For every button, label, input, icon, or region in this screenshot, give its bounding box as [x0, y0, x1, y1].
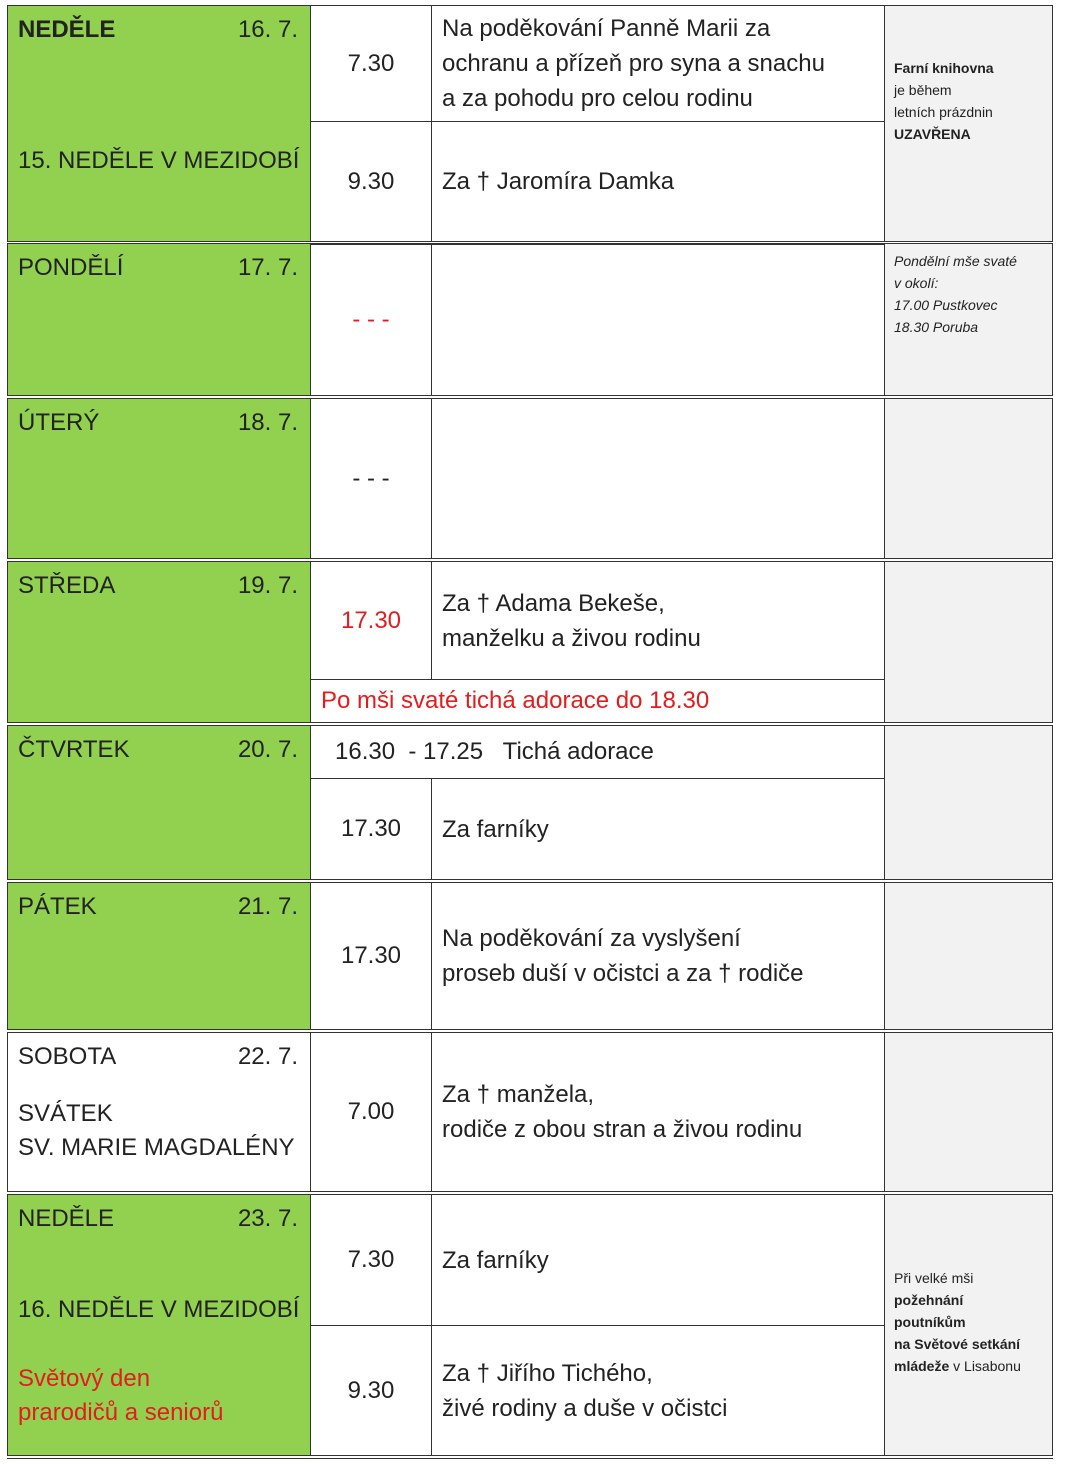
intention-line: Na poděkování za vyslyšení [442, 925, 741, 952]
adoration-note: 16.30 - 17.25 Tichá adorace [335, 738, 654, 765]
side-line: požehnání [894, 1292, 964, 1308]
mass-row [311, 778, 886, 879]
mass-row [311, 883, 886, 1029]
side-note [884, 1033, 1052, 1191]
side-note [884, 726, 1052, 879]
mass-time: - - - [311, 399, 432, 558]
side-note [884, 562, 1052, 722]
day-cell [8, 726, 311, 879]
mass-time: 17.30 [311, 779, 432, 879]
feast-label: SVÁTEK [18, 1100, 113, 1127]
liturgical-title: 15. NEDĚLE V MEZIDOBÍ [18, 147, 300, 174]
day-block-sunday-23 [7, 1194, 1053, 1456]
side-line: letních prázdnin [894, 104, 993, 120]
day-date: 23. 7. [237, 1205, 298, 1232]
day-date: 20. 7. [237, 736, 298, 763]
side-line: 17.00 Pustkovec [894, 297, 998, 313]
intention-line: Za † Jiřího Tichého, [442, 1359, 653, 1387]
side-note [884, 244, 1052, 395]
day-cell [8, 1033, 311, 1191]
mass-time: 7.30 [311, 1195, 432, 1325]
mass-time: 17.30 [311, 883, 432, 1029]
day-name: NEDĚLE [18, 1205, 115, 1232]
mass-time: 7.30 [311, 6, 432, 121]
side-note [884, 1195, 1052, 1455]
day-date: 22. 7. [237, 1043, 298, 1070]
mass-time: 17.30 [311, 562, 432, 679]
intention-line: rodiče z obou stran a živou rodinu [442, 1116, 803, 1143]
mass-row [311, 1033, 886, 1191]
day-block-sunday-16 [7, 5, 1053, 242]
intention-line: manželku a živou rodinu [442, 624, 701, 652]
side-note [884, 883, 1052, 1029]
liturgical-title: 16. NEDĚLE V MEZIDOBÍ [18, 1296, 300, 1323]
note-row [311, 726, 886, 778]
mass-row [311, 6, 886, 121]
intention-line: Za farníky [442, 815, 549, 843]
day-name: ÚTERÝ [18, 409, 100, 436]
day-date: 17. 7. [237, 254, 298, 281]
special-day-line: prarodičů a seniorů [18, 1399, 224, 1426]
day-block-thursday [7, 725, 1053, 880]
day-name: PÁTEK [18, 893, 97, 920]
mass-time: 9.30 [311, 1326, 432, 1455]
mass-time: 7.00 [311, 1033, 432, 1191]
day-name: STŘEDA [18, 572, 116, 599]
note-row [311, 679, 886, 722]
day-block-tuesday [7, 398, 1053, 559]
adoration-note: Po mši svaté tichá adorace do 18.30 [321, 687, 710, 714]
feast-title: SV. MARIE MAGDALÉNY [18, 1134, 295, 1161]
day-name: NEDĚLE [18, 16, 116, 43]
mass-intention [432, 122, 886, 241]
intention-line: živé rodiny a duše v očistci [442, 1394, 728, 1422]
mass-row [311, 244, 886, 395]
mass-intention [432, 399, 886, 558]
intention-line: Za † Jaromíra Damka [442, 168, 675, 195]
day-block-wednesday [7, 561, 1053, 723]
mass-time: 9.30 [311, 122, 432, 241]
side-line: Farní knihovna [894, 60, 994, 76]
intention-line: Za † manžela, [442, 1081, 595, 1108]
intention-line: proseb duší v očistci a za † rodiče [442, 960, 804, 987]
day-date: 21. 7. [237, 893, 298, 920]
side-line: v Lisabonu [953, 1358, 1021, 1374]
intention-line: Za farníky [442, 1246, 549, 1274]
side-line: poutníkům [894, 1314, 966, 1330]
intention-line: ochranu a přízeň pro syna a snachu [442, 50, 825, 77]
mass-row [311, 121, 886, 241]
mass-row [311, 1195, 886, 1325]
intention-line: Na poděkování Panně Marii za [442, 15, 771, 42]
mass-time: - - - [311, 244, 432, 395]
day-name: SOBOTA [18, 1043, 117, 1070]
mass-intention [432, 1195, 886, 1325]
mass-intention [432, 244, 886, 395]
day-date: 16. 7. [237, 16, 298, 43]
mass-row [311, 399, 886, 558]
mass-row [311, 1325, 886, 1455]
day-date: 18. 7. [237, 409, 298, 436]
side-line: Pondělní mše svaté [894, 253, 1017, 269]
day-cell [8, 6, 311, 241]
day-block-monday [7, 243, 1053, 396]
day-block-friday [7, 882, 1053, 1030]
mass-intention [432, 883, 886, 1029]
special-day-line: Světový den [18, 1365, 151, 1392]
day-cell [8, 883, 311, 1029]
mass-intention [432, 562, 886, 679]
day-name: ČTVRTEK [18, 736, 130, 763]
mass-intention [432, 6, 886, 121]
day-cell [8, 562, 311, 722]
side-line: v okolí: [894, 275, 939, 291]
mass-intention [432, 1326, 886, 1455]
mass-row [311, 562, 886, 679]
side-line: UZAVŘENA [894, 126, 971, 142]
day-cell [8, 1195, 311, 1455]
side-note [884, 399, 1052, 558]
side-line: na Světové setkání [894, 1336, 1021, 1352]
day-date: 19. 7. [237, 572, 298, 599]
mass-intention [432, 779, 886, 879]
day-block-saturday [7, 1032, 1053, 1192]
intention-line: Za † Adama Bekeše, [442, 589, 665, 617]
side-line: je během [894, 82, 952, 98]
side-line: Při velké mši [894, 1270, 974, 1286]
mass-intention [432, 1033, 886, 1191]
day-cell [8, 244, 311, 395]
day-name: PONDĚLÍ [18, 254, 124, 281]
side-line: mládeže [894, 1358, 950, 1374]
side-line: 18.30 Poruba [894, 319, 979, 335]
side-note [884, 6, 1052, 241]
intention-line: a za pohodu pro celou rodinu [442, 85, 753, 112]
day-cell [8, 399, 311, 558]
